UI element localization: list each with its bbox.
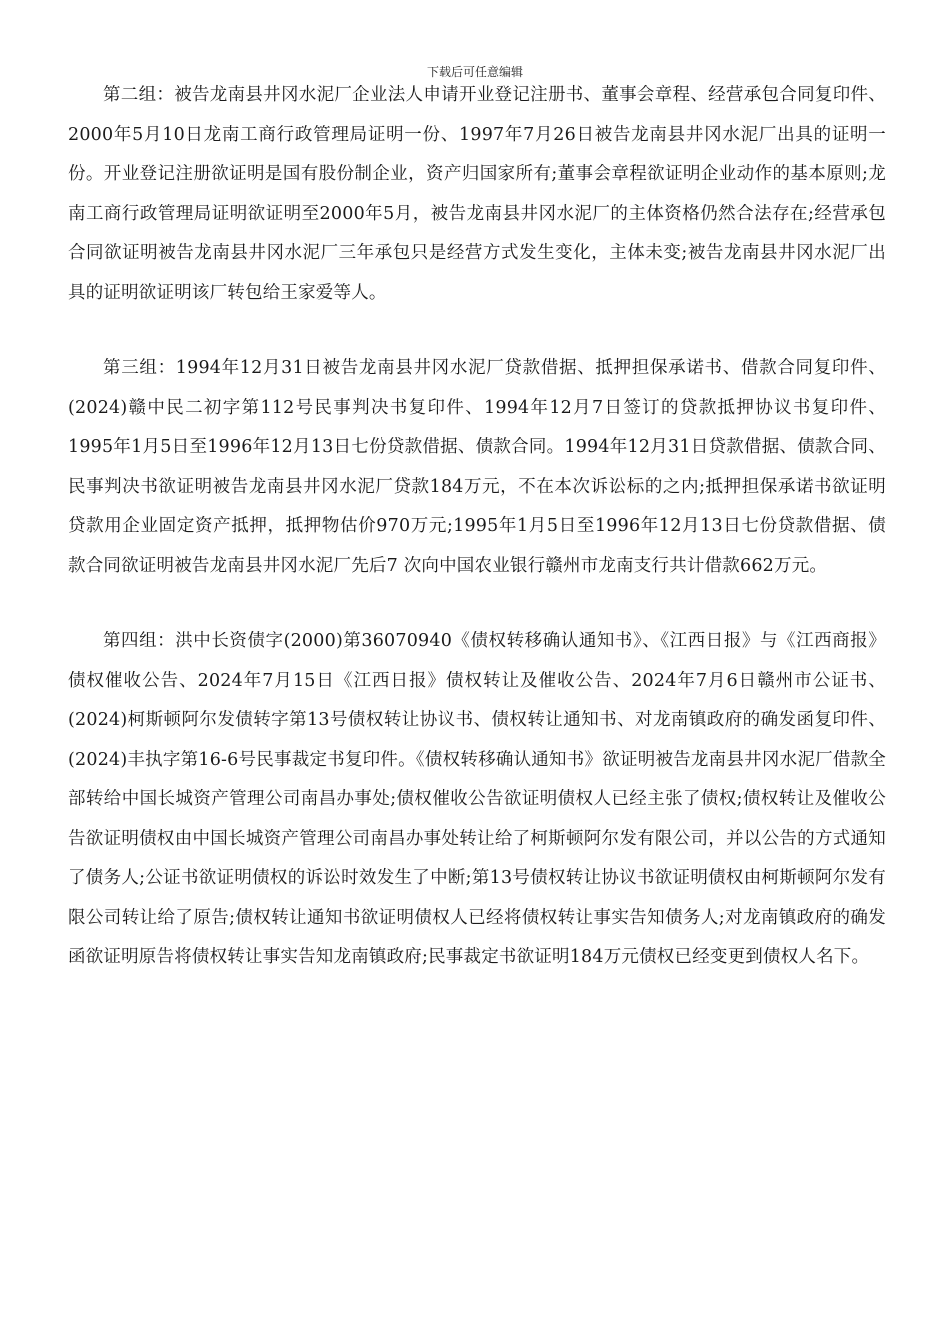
header-note: 下载后可任意编辑 xyxy=(426,65,523,79)
document-body xyxy=(68,76,886,1014)
paragraph-group-2: 第二组：被告龙南县井冈水泥厂企业法人申请开业登记注册书、董事会章程、经营承包合同复印件、2000年5月10日龙南工商行政管理局证明一份、1997年7月26日被告龙南县井冈水泥厂出具的证明一份。开业登记注册欲证明是国有股份制企业，资产归国家所有;董事会章程欲证明企业动作的基本原则;龙南工商行政管理局证明欲证明至2000年5月，被告龙南县井冈水泥厂的主体资格仍然合法存在;经营承包合同欲证明被告龙南县井冈水泥厂三年承包只是经营方式发生变化，主体未变;被告龙南县井冈水泥厂出具的证明欲证明该厂转包给王家爱等人。 xyxy=(68,85,886,303)
paragraph-group-3: 第三组：1994年12月31日被告龙南县井冈水泥厂贷款借据、抵押担保承诺书、借款合同复印件、(2024)赣中民二初字第112号民事判决书复印件、1994年12月7日签订的贷款抵押协议书复印件、1995年1月5日至1996年12月13日七份贷款借据、债款合同。1994年12月31日贷款借据、债款合同、民事判决书欲证明被告龙南县井冈水泥厂贷款184万元，不在本次诉讼标的之内;抵押担保承诺书欲证明贷款用企业固定资产抵押，抵押物估价970万元;1995年1月5日至1996年12月13日七份贷款借据、债款合同欲证明被告龙南县井冈水泥厂先后7 次向中国农业银行赣州市龙南支行共计借款662万元。 xyxy=(68,358,886,576)
paragraph-group-4: 第四组：洪中长资债字(2000)第36070940《债权转移确认通知书》、《江西日报》与《江西商报》债权催收公告、2024年7月15日《江西日报》债权转让及催收公告、2024年7月6日赣州市公证书、(2024)柯斯顿阿尔发债转字第13号债权转让协议书、债权转让通知书、对龙南镇政府的确发函复印件、(2024)丰执字第16-6号民事裁定书复印件。《债权转移确认通知书》欲证明被告龙南县井冈水泥厂借款全部转给中国长城资产管理公司南昌办事处;债权催收公告欲证明债权人已经主张了债权;债权转让及催收公告欲证明债权由中国长城资产管理公司南昌办事处转让给了柯斯顿阿尔发有限公司，并以公告的方式通知了债务人;公证书欲证明债权的诉讼时效发生了中断;第13号债权转让协议书欲证明债权由柯斯顿阿尔发有限公司转让给了原告;债权转让通知书欲证明债权人已经将债权转让事实告知债务人;对龙南镇政府的确发函欲证明原告将债权转让事实告知龙南镇政府;民事裁定书欲证明184万元债权已经变更到债权人名下。 xyxy=(68,631,886,967)
